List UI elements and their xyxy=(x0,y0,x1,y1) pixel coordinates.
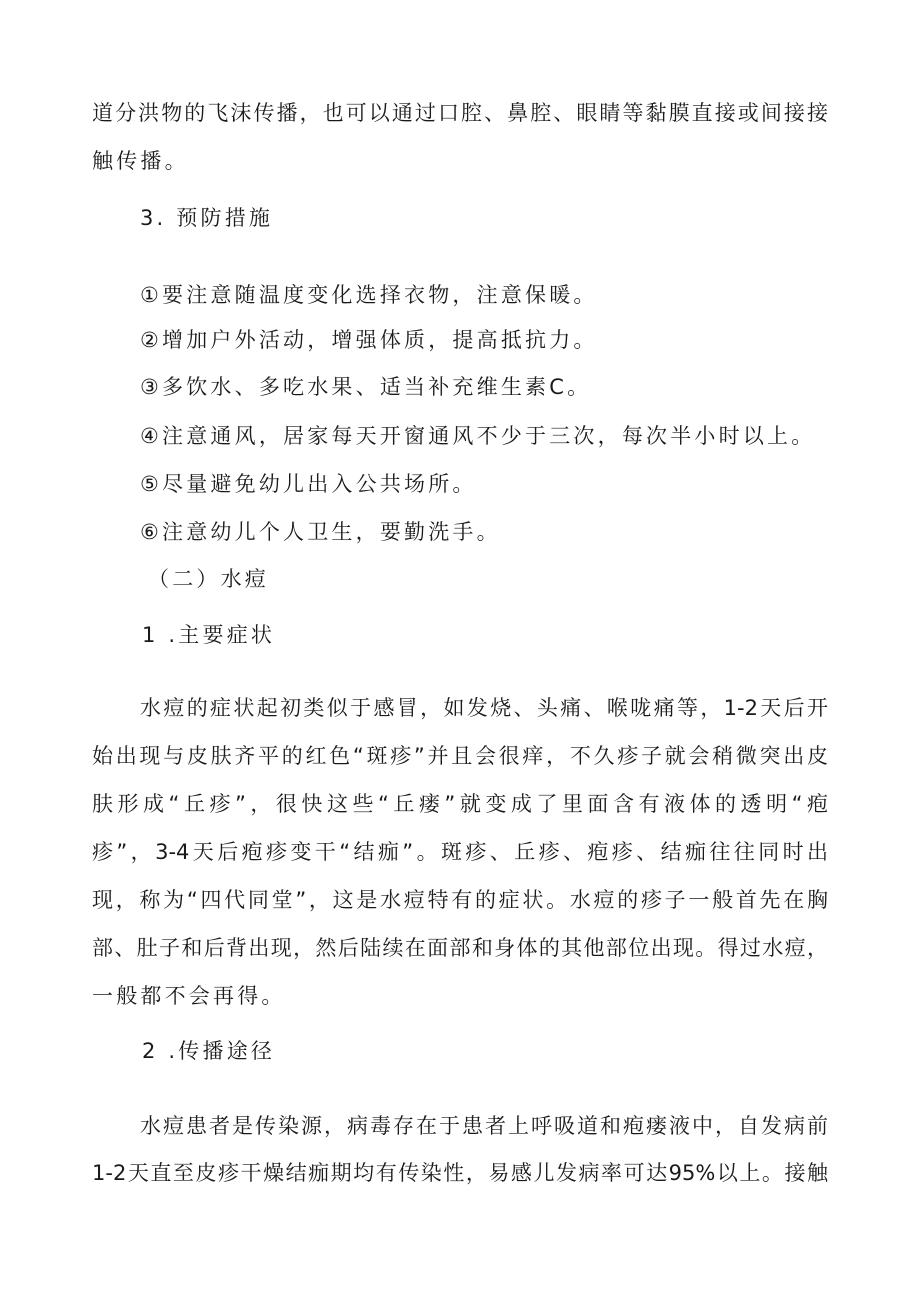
paragraph-line: 疹”，3-4天后疱疹变干“结痂”。斑疹、丘疹、疱疹、结痂往往同时出 xyxy=(92,840,828,864)
heading-transmission: 2 .传播途径 xyxy=(142,1039,276,1063)
paragraph-line: 水痘患者是传染源，病毒存在于患者上呼吸道和疱瘘液中，自发病前 xyxy=(140,1114,828,1138)
section-title: （二）水痘 xyxy=(148,567,269,591)
paragraph-line: 一般都不会再得。 xyxy=(92,984,286,1008)
paragraph-line: 水痘的症状起初类似于感冒，如发烧、头痛、喉咙痛等，1-2天后开 xyxy=(140,696,828,720)
heading-prevention: 3. 预防措施 xyxy=(140,206,274,230)
heading-symptoms: 1 .主要症状 xyxy=(142,623,276,647)
prevention-item: ①要注意随温度变化选择衣物，注意保暖。 xyxy=(140,283,598,307)
prevention-item: ④注意通风，居家每天开窗通风不少于三次，每次半小时以上。 xyxy=(140,424,816,448)
paragraph-line: 现，称为“四代同堂”，这是水痘特有的症状。水痘的疹子一般首先在胸 xyxy=(92,888,828,912)
prevention-item: ③多饮水、多吃水果、适当补充维生素C。 xyxy=(140,375,592,399)
paragraph-line: 部、肚子和后背出现，然后陆续在面部和身体的其他部位出现。得过水痘， xyxy=(92,936,828,960)
paragraph-line: 1-2天直至皮疹干燥结痂期均有传染性，易感儿发病率可达95%以上。接触 xyxy=(92,1161,828,1185)
prevention-item: ⑤尽量避免幼儿出入公共场所。 xyxy=(140,472,477,496)
paragraph-line: 肤形成“丘疹”，很快这些“丘瘘”就变成了里面含有液体的透明“疱 xyxy=(92,792,828,816)
paragraph-line: 道分洪物的飞沫传播，也可以通过口腔、鼻腔、眼睛等黏膜直接或间接接 xyxy=(92,101,828,125)
prevention-item: ②增加户外活动，增强体质，提高抵抗力。 xyxy=(140,328,598,352)
paragraph-line: 始出现与皮肤齐平的红色“斑疹”并且会很痒，不久疹子就会稍微突出皮 xyxy=(92,744,828,768)
paragraph-line: 触传播。 xyxy=(92,149,189,173)
prevention-item: ⑥注意幼儿个人卫生，要勤洗手。 xyxy=(140,520,501,544)
